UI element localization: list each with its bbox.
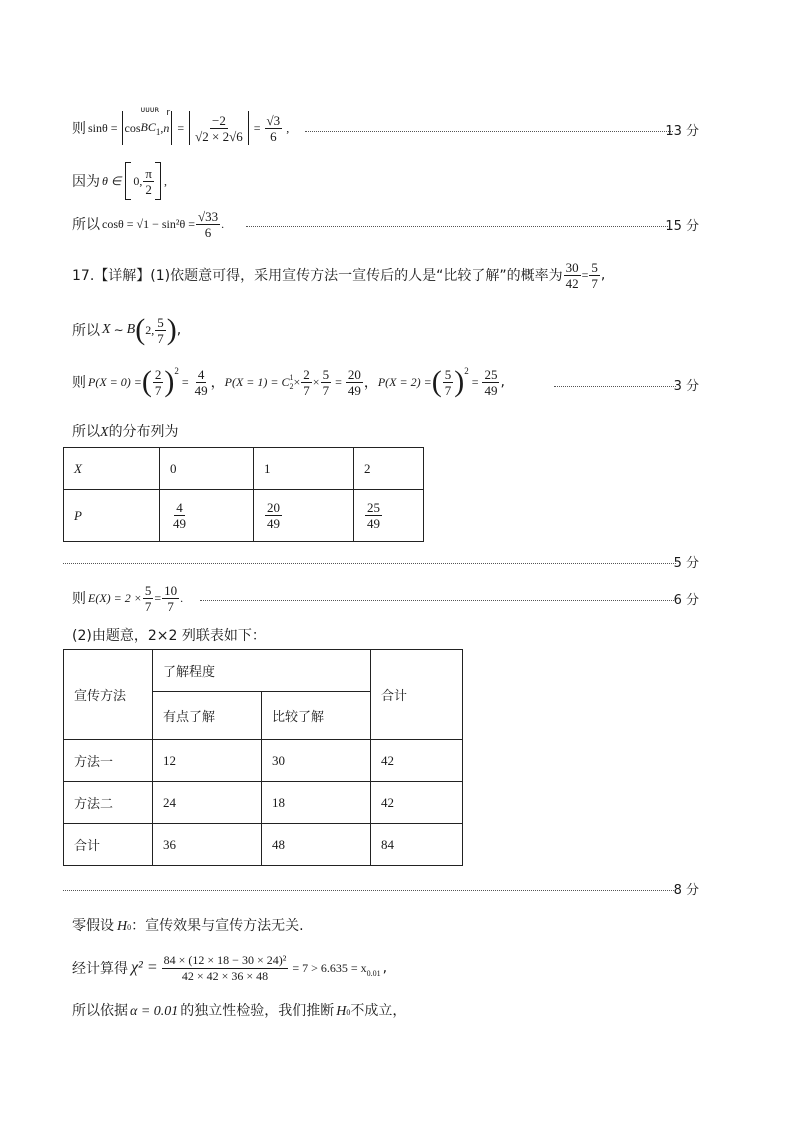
score-6: 6 分: [673, 593, 699, 608]
table-row-label: 方法一: [64, 740, 153, 782]
header-somewhat: 有点了解: [153, 692, 262, 740]
dist-header-x: X: [64, 448, 160, 490]
distribution-intro: 所以X的分布列为: [72, 424, 179, 440]
frac-num: −2: [212, 112, 226, 128]
expectation-line: 则 E(X) = 2 × $\frac{5}{7}$ = $\frac{10}{7}$ .: [72, 582, 184, 614]
table-row-label: 方法二: [64, 782, 153, 824]
line-15: 所以 cosθ = √1 − sin²θ = $\frac{√33}{6}$ .: [72, 208, 225, 240]
score-15: 15 分: [665, 219, 699, 234]
probability-line: 则 P(X = 0) = ( $\frac{2}{7}$ ) $^2$ = $\frac{4}{49}$ ， P(X = 1) = C 1 2 × $\frac{2}{7}$ × $\frac{5}{7}$ = $\frac{20}{49}$ ， P(X = 2) = ( $\frac{5}{7}$ ) $^2$ = $\frac{25}{49}$ ,: [72, 365, 505, 398]
theta-range-line: 因为 θ ∈ 0, $\frac{\pi}{2}$ ,: [72, 162, 167, 200]
vector-bc: BC: [140, 120, 156, 135]
null-hypothesis: 零假设 H 0 ：宣传效果与宣传方法无关.: [72, 918, 304, 934]
leader-dots: [554, 386, 676, 387]
sin-theta: sinθ =: [88, 120, 118, 135]
frac-den: √2 × 2√6: [195, 128, 243, 144]
header-total: 合计: [371, 650, 463, 740]
score-13: 13 分: [665, 124, 699, 139]
result-num: √3: [266, 112, 281, 128]
binomial-line: 所以 X ∼ B ( 2, $\frac{5}{7}$ ) ,: [72, 313, 182, 346]
header-well: 比较了解: [262, 692, 371, 740]
q17-intro: 17.【详解】(1)依题意可得，采用宣传方法一宣传后的人是“比较了解”的概率为 $\frac{30}{42}$ = $\frac{5}{7}$ ,: [72, 259, 606, 291]
contingency-table: 宣传方法 了解程度 合计 有点了解 比较了解 方法一 12 30 42 方法二 24 18 42 合计 36 48 84: [63, 649, 463, 866]
score-8: 8 分: [673, 883, 699, 898]
result-den: 6: [270, 128, 277, 144]
q17-text: 17.【详解】(1)依题意可得，采用宣传方法一宣传后的人是“比较了解”的概率为: [72, 268, 563, 284]
vector-arrow-mark: ᴜᴜᴜʀ: [140, 105, 160, 115]
leader-dots: [246, 226, 670, 227]
cos-label: cos: [124, 120, 141, 135]
vector-r-mark: r: [166, 108, 171, 118]
part2-intro: (2)由题意，2×2 列联表如下：: [72, 628, 266, 644]
cos-theta-expr: cosθ = √1 − sin²θ =: [102, 216, 195, 231]
leader-dots: [63, 563, 676, 564]
header-method: 宣传方法: [64, 650, 153, 740]
normal-vector-n: n: [163, 121, 170, 135]
leader-dots: [200, 600, 674, 601]
header-level: 了解程度: [153, 650, 371, 692]
conclusion: 所以依据 α = 0.01 的独立性检验，我们推断 H 0 不成立，: [72, 1003, 407, 1019]
score-5: 5 分: [673, 556, 699, 571]
chi-square-line: 经计算得 χ² = $\frac{\text{84 × (12 × 18 − 30 × 24)²}}{42 \times 42 \times 36 \times 48}$ = 7 > 6.635 = x $_{0.01}$ ,: [72, 952, 388, 983]
line-13-prefix: 则: [72, 121, 86, 137]
table-row-label: 合计: [64, 824, 153, 866]
leader-dots: [63, 890, 676, 891]
score-3: 3 分: [673, 379, 699, 394]
distribution-table: X 0 1 2 P $\frac{4}{49}$ $\frac{20}{49}$ $\frac{25}{49}$: [63, 447, 424, 542]
line-13: 则 sinθ = cos ᴜᴜᴜʀ $BC_1$ , r n = $\frac{-2}{√2 \times 2√6}$ = $\frac{√3}{6}$ ,: [72, 105, 290, 144]
dist-header-p: P: [64, 490, 160, 542]
leader-dots: [305, 131, 673, 132]
